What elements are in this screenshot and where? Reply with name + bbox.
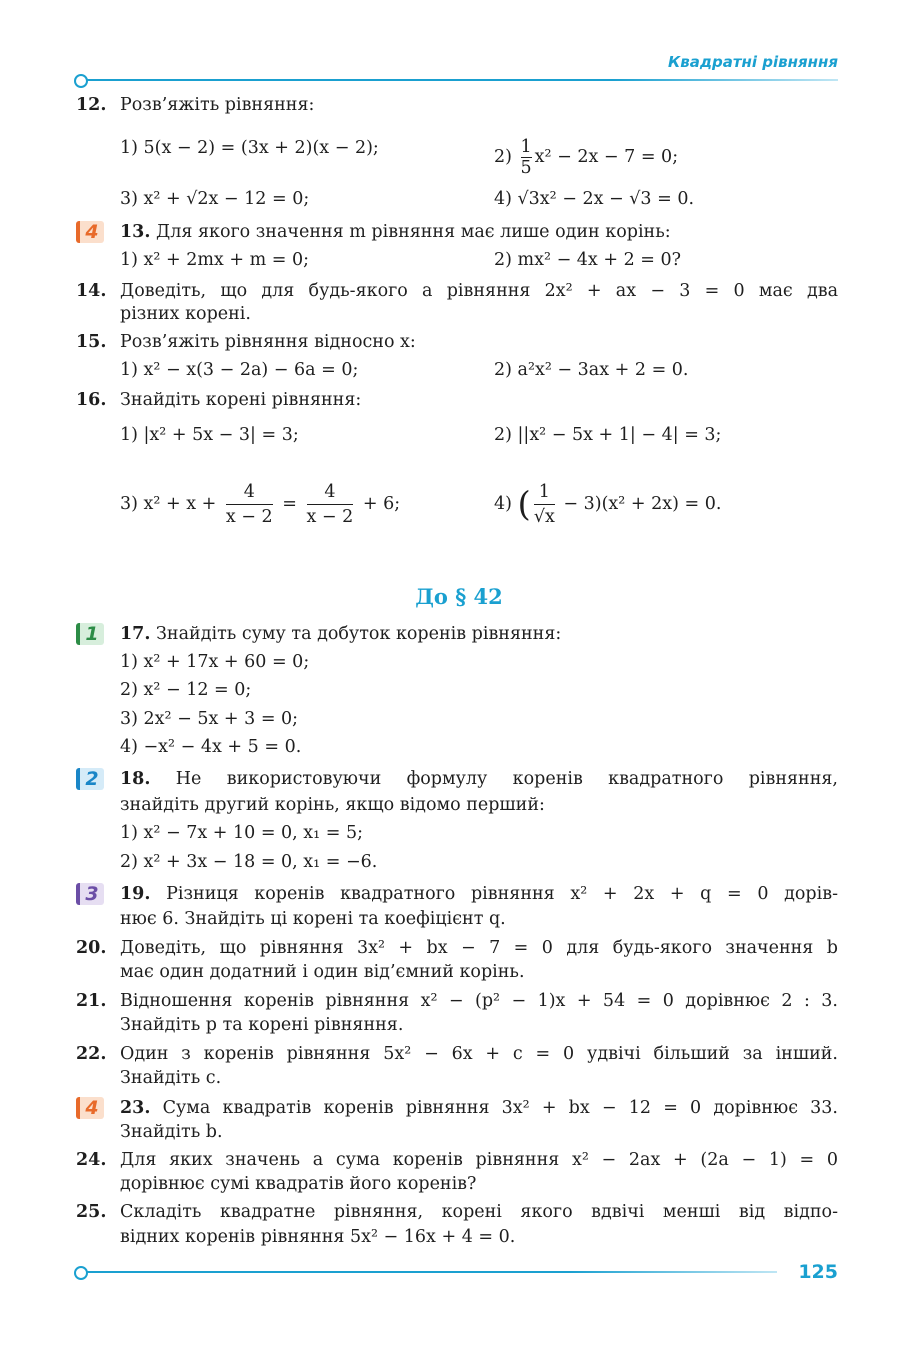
problem-number: 22. bbox=[76, 1044, 107, 1064]
fraction-numerator: 4 bbox=[307, 480, 354, 505]
problem-text: відних коренів рівняння 5x² − 16x + 4 = 0. bbox=[120, 1227, 516, 1247]
equation-item: 2) $\frac{1}{5}$ x² − 2x − 7 = 0; bbox=[494, 137, 679, 178]
problem-number: 17. bbox=[120, 624, 151, 644]
problem-text: Доведіть, що для будь-якого a рівняння 2x² + ax − 3 = 0 має два bbox=[120, 281, 838, 301]
equation-item: 4) −x² − 4x + 5 = 0. bbox=[120, 737, 302, 757]
difficulty-badge-4: 4 bbox=[76, 221, 104, 243]
problem-number: 23. bbox=[120, 1098, 151, 1118]
problem-number: 21. bbox=[76, 991, 107, 1011]
equation-item: 4) √3x² − 2x − √3 = 0. bbox=[494, 189, 695, 209]
problem-text: Один з коренів рівняння 5x² − 6x + c = 0 удвічі більший за інший. bbox=[120, 1044, 838, 1064]
footer-rule-dot bbox=[74, 1266, 88, 1280]
problem-number: 18. bbox=[120, 769, 151, 789]
problem-text: 17. Знайдіть суму та добуток коренів рівняння: bbox=[120, 624, 562, 644]
problem-text: різних корені. bbox=[120, 304, 251, 324]
fraction-denominator: x − 2 bbox=[306, 507, 354, 527]
equation-item: 3) x² + x + $\frac{4}{x - 2}$ = $\frac{4}{x - 2}$ + 6; bbox=[120, 482, 401, 527]
problem-text: знайдіть другий корінь, якщо відомо перший: bbox=[120, 795, 545, 815]
problem-number: 25. bbox=[76, 1202, 107, 1222]
header-rule bbox=[87, 79, 838, 81]
equation-item: 2) a²x² − 3ax + 2 = 0. bbox=[494, 360, 689, 380]
problem-text: дорівнює сумі квадратів його коренів? bbox=[120, 1174, 477, 1194]
difficulty-badge-3: 3 bbox=[76, 883, 104, 905]
equation-item: 1) 5(x − 2) = (3x + 2)(x − 2); bbox=[120, 138, 379, 158]
section-heading: До § 42 bbox=[415, 584, 503, 609]
problem-number: 13. bbox=[120, 222, 151, 242]
problem-number: 24. bbox=[76, 1150, 107, 1170]
equation-item: 1) |x² + 5x − 3| = 3; bbox=[120, 425, 299, 445]
equation-item: 2) mx² − 4x + 2 = 0? bbox=[494, 250, 682, 270]
problem-number: 20. bbox=[76, 938, 107, 958]
problem-text: Складіть квадратне рівняння, корені якого вдвічі менші від відпо- bbox=[120, 1202, 838, 1222]
fraction-denominator: 5 bbox=[520, 158, 532, 178]
equation-item: 2) x² + 3x − 18 = 0, x₁ = −6. bbox=[120, 852, 378, 872]
equation-item: 1) x² + 17x + 60 = 0; bbox=[120, 652, 310, 672]
equation-item: 2) ||x² − 5x + 1| − 4| = 3; bbox=[494, 425, 722, 445]
problem-text: Для яких значень a сума коренів рівняння x² − 2ax + (2a − 1) = 0 bbox=[120, 1150, 838, 1170]
problem-text: 19. Різниця коренів квадратного рівняння x² + 2x + q = 0 дорів- bbox=[120, 884, 838, 904]
problem-text: Розв’яжіть рівняння: bbox=[120, 95, 315, 115]
problem-text: нює 6. Знайдіть ці корені та коефіцієнт q. bbox=[120, 909, 506, 929]
running-header-title: Квадратні рівняння bbox=[668, 53, 838, 71]
difficulty-badge-4: 4 bbox=[76, 1097, 104, 1119]
equation-item: 2) x² − 12 = 0; bbox=[120, 680, 252, 700]
equation-item: 1) x² − 7x + 10 = 0, x₁ = 5; bbox=[120, 823, 364, 843]
fraction-numerator: 1 bbox=[520, 137, 532, 157]
equation-item: 1) x² + 2mx + m = 0; bbox=[120, 250, 309, 270]
problem-text: має один додатний і один від’ємний корінь. bbox=[120, 962, 525, 982]
equation-item: 3) x² + √2x − 12 = 0; bbox=[120, 189, 310, 209]
problem-number: 12. bbox=[76, 95, 107, 115]
problem-text: Знайдіть p та корені рівняння. bbox=[120, 1015, 404, 1035]
problem-text: Знайдіть b. bbox=[120, 1122, 223, 1142]
equation-item: 3) 2x² − 5x + 3 = 0; bbox=[120, 709, 299, 729]
problem-number: 14. bbox=[76, 281, 107, 301]
difficulty-badge-2: 2 bbox=[76, 768, 104, 790]
problem-number: 15. bbox=[76, 332, 107, 352]
page-number: 125 bbox=[798, 1261, 838, 1283]
header-rule-dot bbox=[74, 74, 88, 88]
fraction-denominator: x − 2 bbox=[225, 507, 273, 527]
problem-text: Знайдіть c. bbox=[120, 1068, 222, 1088]
problem-text: Відношення коренів рівняння x² − (p² − 1)x + 54 = 0 дорівнює 2 : 3. bbox=[120, 991, 838, 1011]
fraction-numerator: 1 bbox=[534, 480, 555, 505]
problem-text: 18. Не використовуючи формулу коренів квадратного рівняння, bbox=[120, 769, 838, 789]
problem-number: 16. bbox=[76, 390, 107, 410]
problem-text: Знайдіть корені рівняння: bbox=[120, 390, 362, 410]
problem-text: 23. Сума квадратів коренів рівняння 3x² + bx − 12 = 0 дорівнює 33. bbox=[120, 1098, 838, 1118]
fraction-denominator: √x bbox=[533, 507, 555, 527]
footer-rule bbox=[87, 1271, 777, 1273]
problem-text: Доведіть, що рівняння 3x² + bx − 7 = 0 для будь-якого значення b bbox=[120, 938, 838, 958]
problem-number: 19. bbox=[120, 884, 151, 904]
problem-text: 13. Для якого значення m рівняння має лише один корінь: bbox=[120, 222, 671, 242]
equation-item: 4) ( $\frac{1}{√x}$ − 3)(x² + 2x) = 0. bbox=[494, 482, 722, 527]
equation-item: 1) x² − x(3 − 2a) − 6a = 0; bbox=[120, 360, 359, 380]
problem-text: Розв’яжіть рівняння відносно x: bbox=[120, 332, 416, 352]
difficulty-badge-1: 1 bbox=[76, 623, 104, 645]
fraction-numerator: 4 bbox=[226, 480, 273, 505]
